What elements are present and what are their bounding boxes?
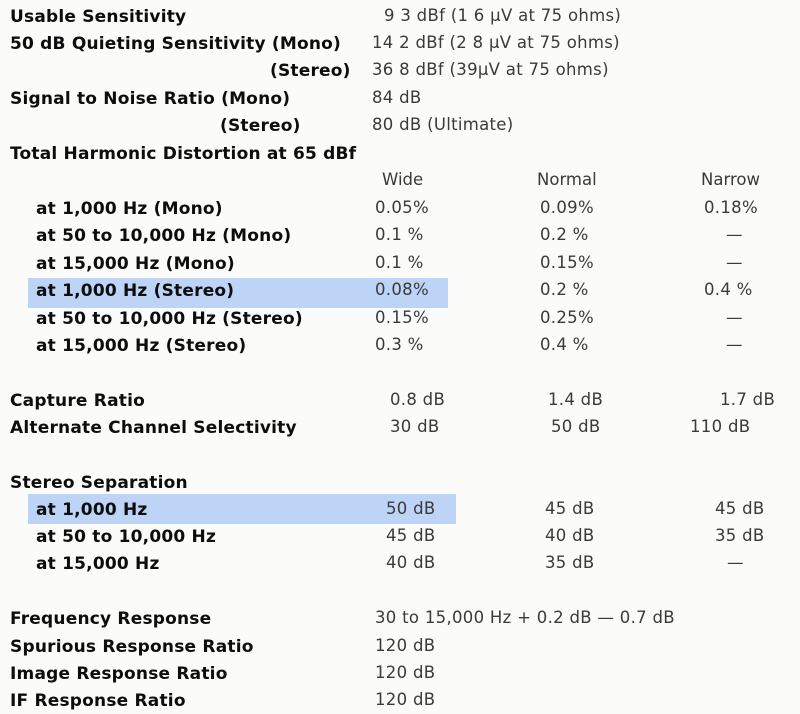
image-response-label: Image Response Ratio: [10, 664, 228, 684]
thd-wide-value: 0.05%: [375, 198, 429, 217]
capture-ratio-normal: 1.4 dB: [548, 390, 604, 409]
quieting-stereo-label: (Stereo): [270, 61, 351, 81]
image-response-value: 120 dB: [375, 663, 436, 682]
snr-mono-row: [0, 85, 800, 112]
stereo-sep-narrow: 35 dB: [715, 526, 765, 545]
thd-column-headers: [0, 167, 800, 194]
stereo-sep-row-label: at 50 to 10,000 Hz: [36, 527, 217, 547]
thd-wide-value: 0.15%: [375, 308, 429, 327]
thd-wide-value: 0.1 %: [375, 225, 424, 244]
stereo-sep-wide: 50 dB: [386, 499, 436, 518]
snr-mono-label: Signal to Noise Ratio (Mono): [10, 89, 291, 109]
stereo-sep-narrow: —: [727, 553, 744, 572]
capture-ratio-row: [0, 387, 800, 414]
alt-channel-label: Alternate Channel Selectivity: [10, 418, 297, 438]
column-header-narrow: Narrow: [701, 170, 760, 189]
stereo-sep-normal: 45 dB: [545, 499, 595, 518]
thd-normal-value: 0.25%: [540, 308, 594, 327]
thd-normal-value: 0.2 %: [540, 225, 589, 244]
thd-row: [0, 195, 800, 222]
freq-response-label: Frequency Response: [10, 609, 212, 629]
quieting-mono-row: [0, 30, 800, 57]
capture-ratio-narrow: 1.7 dB: [720, 390, 776, 409]
thd-row: [0, 222, 800, 249]
thd-row-label: at 15,000 Hz (Mono): [36, 254, 235, 274]
stereo-sep-wide: 40 dB: [386, 553, 436, 572]
quieting-mono-label: 50 dB Quieting Sensitivity (Mono): [10, 34, 342, 54]
thd-row: [0, 305, 800, 332]
thd-row-label: at 50 to 10,000 Hz (Stereo): [36, 309, 303, 329]
stereo-sep-row-label: at 1,000 Hz: [36, 500, 148, 520]
spurious-row: [0, 633, 800, 660]
if-response-value: 120 dB: [375, 690, 436, 709]
thd-row: [0, 332, 800, 359]
stereo-sep-normal: 35 dB: [545, 553, 595, 572]
stereo-sep-row: [0, 496, 800, 523]
stereo-sep-row-label: at 15,000 Hz: [36, 554, 160, 574]
stereo-sep-row: [0, 550, 800, 577]
thd-row-label: at 15,000 Hz (Stereo): [36, 336, 247, 356]
thd-normal-value: 0.09%: [540, 198, 594, 217]
usable-sensitivity-value: 9 3 dBf (1 6 μV at 75 ohms): [384, 6, 622, 25]
alt-channel-normal: 50 dB: [551, 417, 601, 436]
thd-narrow-value: —: [726, 225, 743, 244]
column-header-wide: Wide: [382, 170, 424, 189]
thd-row-label: at 1,000 Hz (Stereo): [36, 281, 235, 301]
thd-row: [0, 277, 800, 304]
thd-row-label: at 1,000 Hz (Mono): [36, 199, 223, 219]
thd-normal-value: 0.15%: [540, 253, 594, 272]
capture-ratio-wide: 0.8 dB: [390, 390, 446, 409]
thd-row-label: at 50 to 10,000 Hz (Mono): [36, 226, 292, 246]
usable-sensitivity-row: [0, 3, 800, 30]
usable-sensitivity-label: Usable Sensitivity: [10, 7, 187, 27]
thd-narrow-value: 0.4 %: [704, 280, 753, 299]
snr-stereo-row: [0, 112, 800, 139]
snr-stereo-value: 80 dB (Ultimate): [372, 115, 514, 134]
thd-row: [0, 250, 800, 277]
image-response-row: [0, 660, 800, 687]
thd-wide-value: 0.1 %: [375, 253, 424, 272]
column-header-normal: Normal: [537, 170, 597, 189]
quieting-stereo-value: 36 8 dBf (39μV at 75 ohms): [372, 60, 609, 79]
alt-channel-wide: 30 dB: [390, 417, 440, 436]
thd-heading: Total Harmonic Distortion at 65 dBf: [10, 144, 357, 164]
thd-wide-value: 0.3 %: [375, 335, 424, 354]
alt-channel-narrow: 110 dB: [690, 417, 751, 436]
capture-ratio-label: Capture Ratio: [10, 391, 145, 411]
quieting-mono-value: 14 2 dBf (2 8 μV at 75 ohms): [372, 33, 620, 52]
stereo-sep-normal: 40 dB: [545, 526, 595, 545]
alt-channel-row: [0, 414, 800, 441]
spurious-label: Spurious Response Ratio: [10, 637, 254, 657]
stereo-sep-row: [0, 523, 800, 550]
spurious-value: 120 dB: [375, 636, 436, 655]
stereo-sep-heading-row: [0, 469, 800, 496]
thd-normal-value: 0.2 %: [540, 280, 589, 299]
thd-normal-value: 0.4 %: [540, 335, 589, 354]
thd-narrow-value: —: [726, 308, 743, 327]
freq-response-row: [0, 605, 800, 632]
thd-narrow-value: —: [726, 335, 743, 354]
thd-wide-value: 0.08%: [375, 280, 429, 299]
thd-narrow-value: —: [726, 253, 743, 272]
stereo-sep-wide: 45 dB: [386, 526, 436, 545]
quieting-stereo-row: [0, 57, 800, 84]
snr-mono-value: 84 dB: [372, 88, 422, 107]
snr-stereo-label: (Stereo): [220, 116, 301, 136]
if-response-label: IF Response Ratio: [10, 691, 186, 711]
thd-heading-row: [0, 140, 800, 167]
if-response-row: [0, 687, 800, 714]
thd-narrow-value: 0.18%: [704, 198, 758, 217]
freq-response-value: 30 to 15,000 Hz + 0.2 dB — 0.7 dB: [375, 608, 675, 627]
stereo-sep-heading: Stereo Separation: [10, 473, 188, 493]
stereo-sep-narrow: 45 dB: [715, 499, 765, 518]
